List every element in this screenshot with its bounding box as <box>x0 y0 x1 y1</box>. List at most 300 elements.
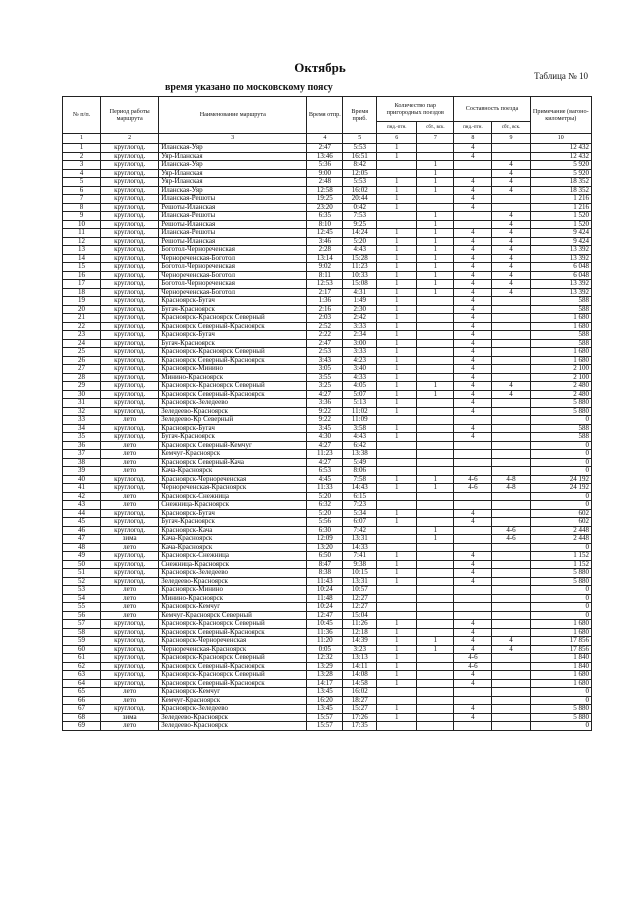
row-note: 1 216 <box>530 195 591 204</box>
row-arrival: 2:34 <box>343 331 377 340</box>
row-comp-weekend: 4 <box>492 246 530 255</box>
table-row <box>63 645 592 654</box>
table-row <box>63 679 592 688</box>
row-departure: 11:36 <box>307 628 343 637</box>
row-period: круглогод. <box>101 560 159 569</box>
row-period: круглогод. <box>101 509 159 518</box>
row-departure: 2:03 <box>307 314 343 323</box>
row-departure: 3:36 <box>307 399 343 408</box>
row-departure: 2:47 <box>307 339 343 348</box>
row-comp-weekend <box>492 696 530 705</box>
row-period: круглогод. <box>101 620 159 629</box>
row-note: 6 048 <box>530 271 591 280</box>
row-period: круглогод. <box>101 144 159 153</box>
row-number: 29 <box>63 382 101 391</box>
table-row <box>63 305 592 314</box>
row-period: круглогод. <box>101 637 159 646</box>
row-route: Снежница-Красноярск <box>159 560 307 569</box>
column-number: 5 <box>343 134 377 144</box>
row-comp-weekend <box>492 509 530 518</box>
row-pairs-weekday: 1 <box>377 365 417 374</box>
row-arrival: 10:57 <box>343 586 377 595</box>
row-pairs-weekday <box>377 586 417 595</box>
row-note: 13 392 <box>530 246 591 255</box>
row-number: 48 <box>63 543 101 552</box>
row-period: круглогод. <box>101 186 159 195</box>
table-row <box>63 662 592 671</box>
row-departure: 9:00 <box>307 169 343 178</box>
row-departure: 4:27 <box>307 441 343 450</box>
row-arrival: 5:53 <box>343 178 377 187</box>
table-row <box>63 654 592 663</box>
row-number: 14 <box>63 254 101 263</box>
row-arrival: 15:04 <box>343 611 377 620</box>
table-row <box>63 373 592 382</box>
row-pairs-weekend: 1 <box>417 475 454 484</box>
row-arrival: 14:11 <box>343 662 377 671</box>
row-note: 2 480 <box>530 382 591 391</box>
row-comp-weekend: 4 <box>492 390 530 399</box>
row-period: круглогод. <box>101 382 159 391</box>
row-pairs-weekday: 1 <box>377 297 417 306</box>
row-period: круглогод. <box>101 628 159 637</box>
row-note: 602 <box>530 518 591 527</box>
row-comp-weekday <box>454 161 492 170</box>
table-row <box>63 509 592 518</box>
row-pairs-weekday: 1 <box>377 288 417 297</box>
row-period: круглогод. <box>101 552 159 561</box>
row-pairs-weekend <box>417 152 454 161</box>
table-row <box>63 688 592 697</box>
row-comp-weekday: 4 <box>454 186 492 195</box>
row-pairs-weekday: 1 <box>377 552 417 561</box>
row-note: 0 <box>530 441 591 450</box>
row-note: 1 680 <box>530 671 591 680</box>
table-row <box>63 212 592 221</box>
row-arrival: 0:42 <box>343 203 377 212</box>
row-number: 3 <box>63 161 101 170</box>
row-comp-weekday: 4 <box>454 390 492 399</box>
row-pairs-weekend <box>417 399 454 408</box>
row-pairs-weekday: 1 <box>377 271 417 280</box>
row-comp-weekday: 4 <box>454 560 492 569</box>
row-comp-weekday: 4 <box>454 305 492 314</box>
row-arrival: 4:23 <box>343 356 377 365</box>
row-period: круглогод. <box>101 305 159 314</box>
header-composition: Составность поезда <box>454 97 530 122</box>
row-comp-weekend: 4 <box>492 263 530 272</box>
row-route: Зеледеево-Красноярск <box>159 577 307 586</box>
row-pairs-weekday: 1 <box>377 237 417 246</box>
row-pairs-weekday <box>377 212 417 221</box>
row-pairs-weekday: 1 <box>377 373 417 382</box>
row-pairs-weekend <box>417 543 454 552</box>
table-row <box>63 543 592 552</box>
column-number: 9 <box>492 134 530 144</box>
row-number: 15 <box>63 263 101 272</box>
row-arrival: 12:27 <box>343 594 377 603</box>
row-route: Красноярск-Красноярск Северный <box>159 314 307 323</box>
row-pairs-weekday: 1 <box>377 518 417 527</box>
row-number: 20 <box>63 305 101 314</box>
row-comp-weekday <box>454 220 492 229</box>
row-pairs-weekend <box>417 314 454 323</box>
table-row <box>63 713 592 722</box>
row-departure: 11:43 <box>307 577 343 586</box>
row-route: Бугач-Красноярск <box>159 305 307 314</box>
row-pairs-weekend <box>417 569 454 578</box>
row-pairs-weekday: 1 <box>377 339 417 348</box>
row-arrival: 11:02 <box>343 407 377 416</box>
row-comp-weekday: 4 <box>454 433 492 442</box>
row-pairs-weekend <box>417 467 454 476</box>
table-row <box>63 458 592 467</box>
row-period: круглогод. <box>101 195 159 204</box>
row-departure: 13:46 <box>307 152 343 161</box>
row-route: Красноярск-Красноярск Северный <box>159 348 307 357</box>
row-comp-weekday: 4-6 <box>454 475 492 484</box>
row-arrival: 3:33 <box>343 348 377 357</box>
row-departure: 8:38 <box>307 569 343 578</box>
row-comp-weekday: 4 <box>454 263 492 272</box>
row-route: Кача-Красноярск <box>159 543 307 552</box>
row-pairs-weekend: 1 <box>417 161 454 170</box>
row-note: 0 <box>530 450 591 459</box>
row-comp-weekday <box>454 467 492 476</box>
row-arrival: 12:05 <box>343 169 377 178</box>
row-route: Красноярск Северный-Красноярск <box>159 662 307 671</box>
row-pairs-weekday <box>377 696 417 705</box>
row-comp-weekend <box>492 373 530 382</box>
row-arrival: 3:00 <box>343 339 377 348</box>
row-route: Боготол-Чернореченская <box>159 246 307 255</box>
row-comp-weekend <box>492 407 530 416</box>
row-period: зима <box>101 535 159 544</box>
row-departure: 4:27 <box>307 458 343 467</box>
row-departure: 12:32 <box>307 654 343 663</box>
row-route: Красноярск-Чернореченская <box>159 475 307 484</box>
row-arrival: 17:26 <box>343 713 377 722</box>
row-route: Боготол-Чернореченская <box>159 280 307 289</box>
row-number: 28 <box>63 373 101 382</box>
table-row <box>63 382 592 391</box>
row-note: 2 480 <box>530 390 591 399</box>
row-comp-weekday: 4 <box>454 407 492 416</box>
row-pairs-weekday: 1 <box>377 560 417 569</box>
row-arrival: 5:20 <box>343 237 377 246</box>
table-row <box>63 314 592 323</box>
row-comp-weekday: 4 <box>454 356 492 365</box>
row-note: 1 840 <box>530 662 591 671</box>
row-period: лето <box>101 586 159 595</box>
row-comp-weekend <box>492 705 530 714</box>
row-pairs-weekday <box>377 450 417 459</box>
row-departure: 8:47 <box>307 560 343 569</box>
row-note: 5 880 <box>530 399 591 408</box>
row-period: круглогод. <box>101 433 159 442</box>
header-pairs: Количество пар пригородных поездов <box>377 97 454 122</box>
row-comp-weekday: 4 <box>454 645 492 654</box>
row-pairs-weekday: 1 <box>377 679 417 688</box>
table-row <box>63 416 592 425</box>
row-number: 63 <box>63 671 101 680</box>
table-row <box>63 552 592 561</box>
row-pairs-weekday: 1 <box>377 305 417 314</box>
row-comp-weekday: 4 <box>454 569 492 578</box>
row-arrival: 7:42 <box>343 526 377 535</box>
row-note: 18 352 <box>530 178 591 187</box>
row-route: Чернореченская-Боготол <box>159 271 307 280</box>
table-row <box>63 254 592 263</box>
table-row <box>63 501 592 510</box>
row-number: 10 <box>63 220 101 229</box>
row-number: 16 <box>63 271 101 280</box>
row-comp-weekday: 4 <box>454 620 492 629</box>
row-note: 1 680 <box>530 356 591 365</box>
row-number: 53 <box>63 586 101 595</box>
row-number: 40 <box>63 475 101 484</box>
row-pairs-weekday <box>377 535 417 544</box>
row-arrival: 12:27 <box>343 603 377 612</box>
row-pairs-weekend: 1 <box>417 484 454 493</box>
row-comp-weekday: 4 <box>454 237 492 246</box>
row-note: 0 <box>530 501 591 510</box>
row-number: 35 <box>63 433 101 442</box>
row-pairs-weekend <box>417 679 454 688</box>
row-route: Уяр-Иланская <box>159 169 307 178</box>
row-period: лето <box>101 543 159 552</box>
row-pairs-weekend <box>417 662 454 671</box>
row-route: Чернореченская-Красноярск <box>159 645 307 654</box>
row-note: 5 880 <box>530 705 591 714</box>
row-pairs-weekday: 1 <box>377 178 417 187</box>
row-pairs-weekend <box>417 560 454 569</box>
row-comp-weekday: 4 <box>454 152 492 161</box>
row-route: Зеледеево-Красноярск <box>159 713 307 722</box>
header-note: Примечание (вагоно-километры) <box>530 97 591 134</box>
row-comp-weekend <box>492 433 530 442</box>
row-pairs-weekend <box>417 348 454 357</box>
row-comp-weekend: 4 <box>492 169 530 178</box>
row-note: 5 880 <box>530 713 591 722</box>
row-route: Красноярск-Зеледеево <box>159 399 307 408</box>
row-pairs-weekend <box>417 339 454 348</box>
row-number: 68 <box>63 713 101 722</box>
row-number: 33 <box>63 416 101 425</box>
row-departure: 11:33 <box>307 484 343 493</box>
row-arrival: 5:07 <box>343 390 377 399</box>
row-pairs-weekday <box>377 722 417 731</box>
row-period: лето <box>101 467 159 476</box>
row-period: круглогод. <box>101 220 159 229</box>
row-pairs-weekend: 1 <box>417 645 454 654</box>
row-comp-weekend: 4-6 <box>492 526 530 535</box>
row-route: Снежница-Красноярск <box>159 501 307 510</box>
table-row <box>63 441 592 450</box>
table-row <box>63 169 592 178</box>
row-pairs-weekday <box>377 594 417 603</box>
table-row <box>63 161 592 170</box>
row-pairs-weekend: 1 <box>417 535 454 544</box>
row-pairs-weekday: 1 <box>377 331 417 340</box>
row-number: 2 <box>63 152 101 161</box>
row-pairs-weekend <box>417 603 454 612</box>
row-number: 64 <box>63 679 101 688</box>
row-number: 42 <box>63 492 101 501</box>
row-route: Зеледеево-Красноярск <box>159 407 307 416</box>
row-comp-weekday <box>454 696 492 705</box>
row-departure: 23:20 <box>307 203 343 212</box>
row-note: 6 048 <box>530 263 591 272</box>
row-arrival: 16:02 <box>343 688 377 697</box>
row-route: Красноярск Северный-Красноярск <box>159 628 307 637</box>
row-departure: 3:25 <box>307 382 343 391</box>
table-row <box>63 603 592 612</box>
row-note: 2 100 <box>530 373 591 382</box>
row-arrival: 5:53 <box>343 144 377 153</box>
row-comp-weekend <box>492 152 530 161</box>
row-pairs-weekday <box>377 467 417 476</box>
row-route: Красноярск-Красноярск Северный <box>159 671 307 680</box>
row-arrival: 4:05 <box>343 382 377 391</box>
row-pairs-weekday: 1 <box>377 314 417 323</box>
row-departure: 6:32 <box>307 501 343 510</box>
row-comp-weekday: 4 <box>454 339 492 348</box>
row-period: круглогод. <box>101 237 159 246</box>
table-row <box>63 407 592 416</box>
page-title: Октябрь <box>294 60 346 75</box>
row-pairs-weekend <box>417 458 454 467</box>
row-period: круглогод. <box>101 288 159 297</box>
header-pairs-weekend: сбт., вск. <box>417 122 454 134</box>
header-num: № п/п. <box>63 97 101 134</box>
row-pairs-weekend <box>417 365 454 374</box>
header-pairs-weekday: пнд.-птн. <box>377 122 417 134</box>
row-pairs-weekday: 1 <box>377 144 417 153</box>
row-arrival: 20:44 <box>343 195 377 204</box>
row-comp-weekday: 4 <box>454 178 492 187</box>
row-period: лето <box>101 458 159 467</box>
row-note: 0 <box>530 722 591 731</box>
row-pairs-weekend <box>417 305 454 314</box>
row-comp-weekend <box>492 322 530 331</box>
table-row <box>63 331 592 340</box>
row-comp-weekday <box>454 212 492 221</box>
row-route: Кача-Красноярск <box>159 467 307 476</box>
row-departure: 3:46 <box>307 237 343 246</box>
table-row <box>63 195 592 204</box>
row-pairs-weekday: 1 <box>377 348 417 357</box>
table-row <box>63 399 592 408</box>
row-route: Бугач-Красноярск <box>159 339 307 348</box>
row-pairs-weekday: 1 <box>377 399 417 408</box>
row-period: круглогод. <box>101 356 159 365</box>
table-row <box>63 237 592 246</box>
row-arrival: 6:15 <box>343 492 377 501</box>
row-arrival: 13:38 <box>343 450 377 459</box>
row-arrival: 5:13 <box>343 399 377 408</box>
row-pairs-weekend <box>417 620 454 629</box>
row-arrival: 15:27 <box>343 705 377 714</box>
row-comp-weekend <box>492 195 530 204</box>
table-row <box>63 577 592 586</box>
row-arrival: 4:43 <box>343 246 377 255</box>
row-comp-weekday: 4-6 <box>454 654 492 663</box>
row-comp-weekend: 4 <box>492 382 530 391</box>
row-arrival: 7:23 <box>343 501 377 510</box>
row-pairs-weekday: 1 <box>377 263 417 272</box>
row-comp-weekend: 4 <box>492 161 530 170</box>
row-pairs-weekend <box>417 441 454 450</box>
row-pairs-weekend: 1 <box>417 254 454 263</box>
table-row <box>63 322 592 331</box>
table-row <box>63 178 592 187</box>
row-period: круглогод. <box>101 679 159 688</box>
row-note: 1 216 <box>530 203 591 212</box>
row-comp-weekday <box>454 458 492 467</box>
row-departure: 6:30 <box>307 526 343 535</box>
row-departure: 12:58 <box>307 186 343 195</box>
row-pairs-weekday <box>377 458 417 467</box>
row-comp-weekend <box>492 586 530 595</box>
row-arrival: 13:13 <box>343 654 377 663</box>
row-number: 37 <box>63 450 101 459</box>
row-pairs-weekday: 1 <box>377 229 417 238</box>
row-period: круглогод. <box>101 518 159 527</box>
row-period: круглогод. <box>101 399 159 408</box>
row-route: Чернореченская-Боготол <box>159 288 307 297</box>
row-period: круглогод. <box>101 705 159 714</box>
row-period: круглогод. <box>101 407 159 416</box>
row-pairs-weekend <box>417 518 454 527</box>
row-period: круглогод. <box>101 484 159 493</box>
row-note: 1 152 <box>530 552 591 561</box>
row-route: Иланская-Уяр <box>159 161 307 170</box>
row-departure: 0:05 <box>307 645 343 654</box>
header-departure: Время отпр. <box>307 97 343 134</box>
row-route: Красноярск-Бугач <box>159 509 307 518</box>
row-comp-weekend <box>492 348 530 357</box>
row-note: 13 392 <box>530 254 591 263</box>
row-comp-weekend <box>492 577 530 586</box>
row-arrival: 18:27 <box>343 696 377 705</box>
table-row <box>63 365 592 374</box>
row-note: 588 <box>530 433 591 442</box>
row-number: 12 <box>63 237 101 246</box>
row-period: круглогод. <box>101 178 159 187</box>
row-number: 58 <box>63 628 101 637</box>
row-comp-weekday <box>454 526 492 535</box>
row-pairs-weekend: 1 <box>417 169 454 178</box>
row-arrival: 16:51 <box>343 152 377 161</box>
row-number: 25 <box>63 348 101 357</box>
row-note: 588 <box>530 305 591 314</box>
row-number: 55 <box>63 603 101 612</box>
row-route: Бугач-Красноярск <box>159 433 307 442</box>
row-number: 31 <box>63 399 101 408</box>
row-pairs-weekend <box>417 577 454 586</box>
row-arrival: 4:31 <box>343 288 377 297</box>
row-route: Красноярск-Снежница <box>159 492 307 501</box>
row-pairs-weekday <box>377 220 417 229</box>
row-number: 41 <box>63 484 101 493</box>
row-departure: 19:25 <box>307 195 343 204</box>
row-route: Решоты-Иланская <box>159 237 307 246</box>
row-departure: 9:22 <box>307 416 343 425</box>
row-pairs-weekday: 1 <box>377 203 417 212</box>
row-departure: 10:45 <box>307 620 343 629</box>
row-route: Кемчуг-Красноярск <box>159 450 307 459</box>
